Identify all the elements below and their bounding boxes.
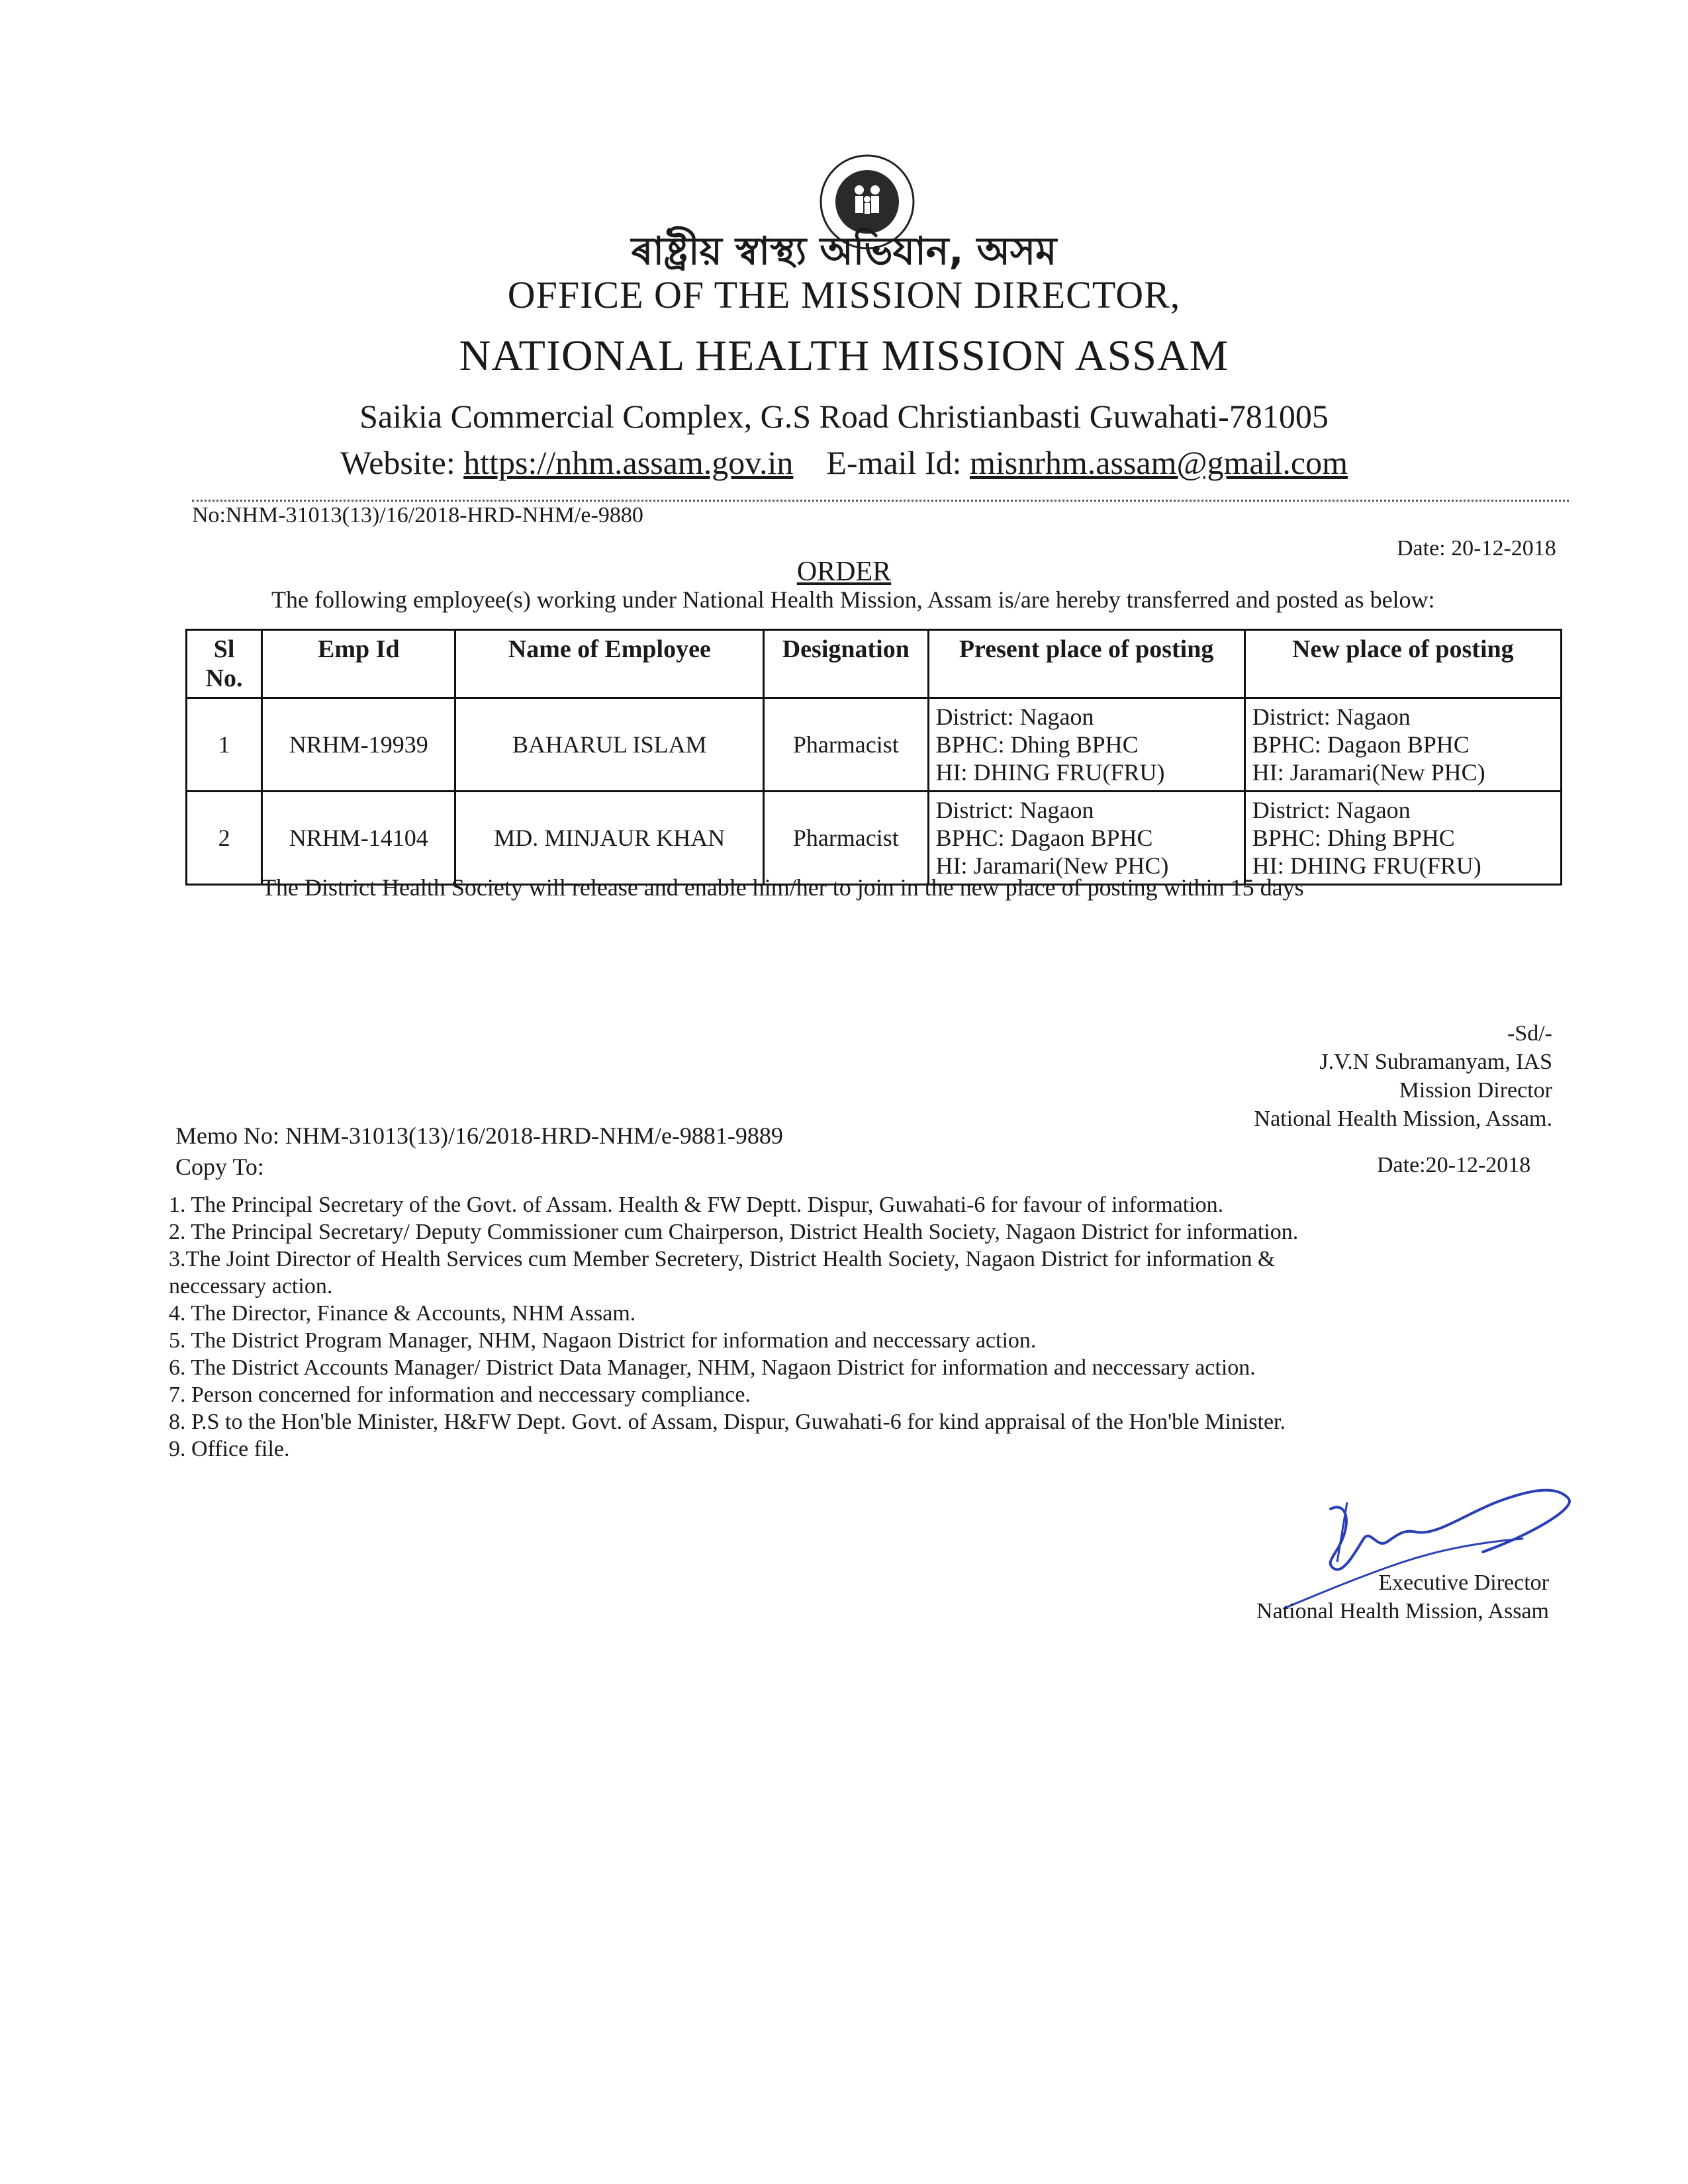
transfer-table (185, 629, 1562, 886)
posting-line: HI: Jaramari(New PHC) (935, 852, 1169, 879)
posting-line: District: Nagaon (935, 797, 1094, 823)
mission-director-signature-block (1059, 1019, 1552, 1133)
table-row (187, 792, 1562, 885)
cell-present-posting (928, 698, 1244, 792)
posting-line: HI: Jaramari(New PHC) (1252, 759, 1485, 786)
table-row (187, 698, 1562, 792)
copy-list (169, 1191, 1559, 1463)
release-note: The District Health Society will release and enable him/her to join in the new place of posting within 15 days (261, 874, 1304, 901)
copy-to-label: Copy To: (175, 1154, 264, 1180)
signatory-org: National Health Mission, Assam. (1254, 1107, 1552, 1131)
order-date: Date: 20-12-2018 (1397, 536, 1556, 561)
cell-new-posting (1244, 792, 1561, 885)
posting-line: BPHC: Dagaon BPHC (1252, 731, 1470, 758)
cell-emp-id: NRHM-14104 (262, 792, 455, 885)
header-sl-no: Sl No. (187, 630, 262, 698)
cell-designation: Pharmacist (764, 698, 928, 792)
website-label: Website: (340, 444, 455, 481)
list-item: 9. Office file. (169, 1437, 290, 1461)
list-item: 7. Person concerned for information and neccessary compliance. (169, 1383, 751, 1407)
posting-line: BPHC: Dagaon BPHC (935, 825, 1153, 851)
posting-line: District: Nagaon (935, 704, 1094, 730)
posting-line: HI: DHING FRU(FRU) (935, 759, 1165, 786)
posting-line: BPHC: Dhing BPHC (1252, 825, 1455, 851)
posting-line: District: Nagaon (1252, 797, 1411, 823)
signatory-name: J.V.N Subramanyam, IAS (1319, 1050, 1552, 1074)
list-item: 6. The District Accounts Manager/ District Data Manager, NHM, Nagaon District for information and neccessary action. (169, 1355, 1256, 1380)
header-present-posting: Present place of posting (928, 630, 1244, 698)
office-heading: OFFICE OF THE MISSION DIRECTOR, (507, 273, 1181, 316)
list-item: 5. The District Program Manager, NHM, Nagaon District for information and neccessary action. (169, 1328, 1037, 1353)
signatory-title: Mission Director (1399, 1078, 1552, 1103)
cell-emp-id: NRHM-19939 (262, 698, 455, 792)
header-new-posting: New place of posting (1244, 630, 1561, 698)
cell-name: MD. MINJAUR KHAN (455, 792, 764, 885)
order-reference-number: No:NHM-31013(13)/16/2018-HRD-NHM/e-9880 (192, 503, 643, 527)
cell-name: BAHARUL ISLAM (455, 698, 764, 792)
posting-line: BPHC: Dhing BPHC (935, 731, 1139, 758)
contact-line (0, 443, 1688, 482)
header-name: Name of Employee (455, 630, 764, 698)
posting-line: District: Nagaon (1252, 704, 1411, 730)
cell-designation: Pharmacist (764, 792, 928, 885)
header-designation: Designation (764, 630, 928, 698)
cell-sl: 1 (187, 698, 262, 792)
cell-present-posting (928, 792, 1244, 885)
list-item: 1. The Principal Secretary of the Govt. of Assam. Health & FW Deptt. Dispur, Guwahati-6 for favour of information. (169, 1193, 1224, 1217)
email-link[interactable]: misnrhm.assam@gmail.com (970, 444, 1348, 481)
executive-director-block (1178, 1569, 1549, 1625)
list-item: 4. The Director, Finance & Accounts, NHM Assam. (169, 1301, 636, 1326)
organization-heading: NATIONAL HEALTH MISSION ASSAM (459, 332, 1229, 380)
executive-org: National Health Mission, Assam (1256, 1599, 1549, 1623)
executive-title: Executive Director (1378, 1570, 1549, 1595)
list-item: neccessary action. (169, 1274, 333, 1298)
table-header-row (187, 630, 1562, 698)
website-link[interactable]: https://nhm.assam.gov.in (463, 444, 794, 481)
email-label: E-mail Id: (826, 444, 962, 481)
posting-line: HI: DHING FRU(FRU) (1252, 852, 1481, 879)
header-divider (192, 500, 1569, 502)
sd-mark: -Sd/- (1507, 1021, 1552, 1046)
cell-sl: 2 (187, 792, 262, 885)
list-item: 2. The Principal Secretary/ Deputy Commissioner cum Chairperson, District Health Society, Nagaon District for information. (169, 1220, 1299, 1244)
list-item: 3.The Joint Director of Health Services cum Member Secretery, District Health Society, Nagaon District for information & (169, 1247, 1276, 1271)
address: Saikia Commercial Complex, G.S Road Christianbasti Guwahati-781005 (359, 398, 1329, 435)
memo-number: Memo No: NHM-31013(13)/16/2018-HRD-NHM/e-9881-9889 (175, 1122, 783, 1149)
order-title: ORDER (796, 557, 892, 587)
list-item: 8. P.S to the Hon'ble Minister, H&FW Dept. Govt. of Assam, Dispur, Guwahati-6 for kind appraisal of the Hon'ble Minister. (169, 1410, 1286, 1434)
order-intro: The following employee(s) working under National Health Mission, Assam is/are hereby transferred and posted as below: (271, 586, 1435, 613)
memo-date: Date:20-12-2018 (1377, 1153, 1531, 1177)
assamese-title: ৰাষ্ট্ৰীয় স্বাস্থ্য অভিযান, অসম (631, 228, 1057, 273)
header-emp-id: Emp Id (262, 630, 455, 698)
cell-new-posting (1244, 698, 1561, 792)
